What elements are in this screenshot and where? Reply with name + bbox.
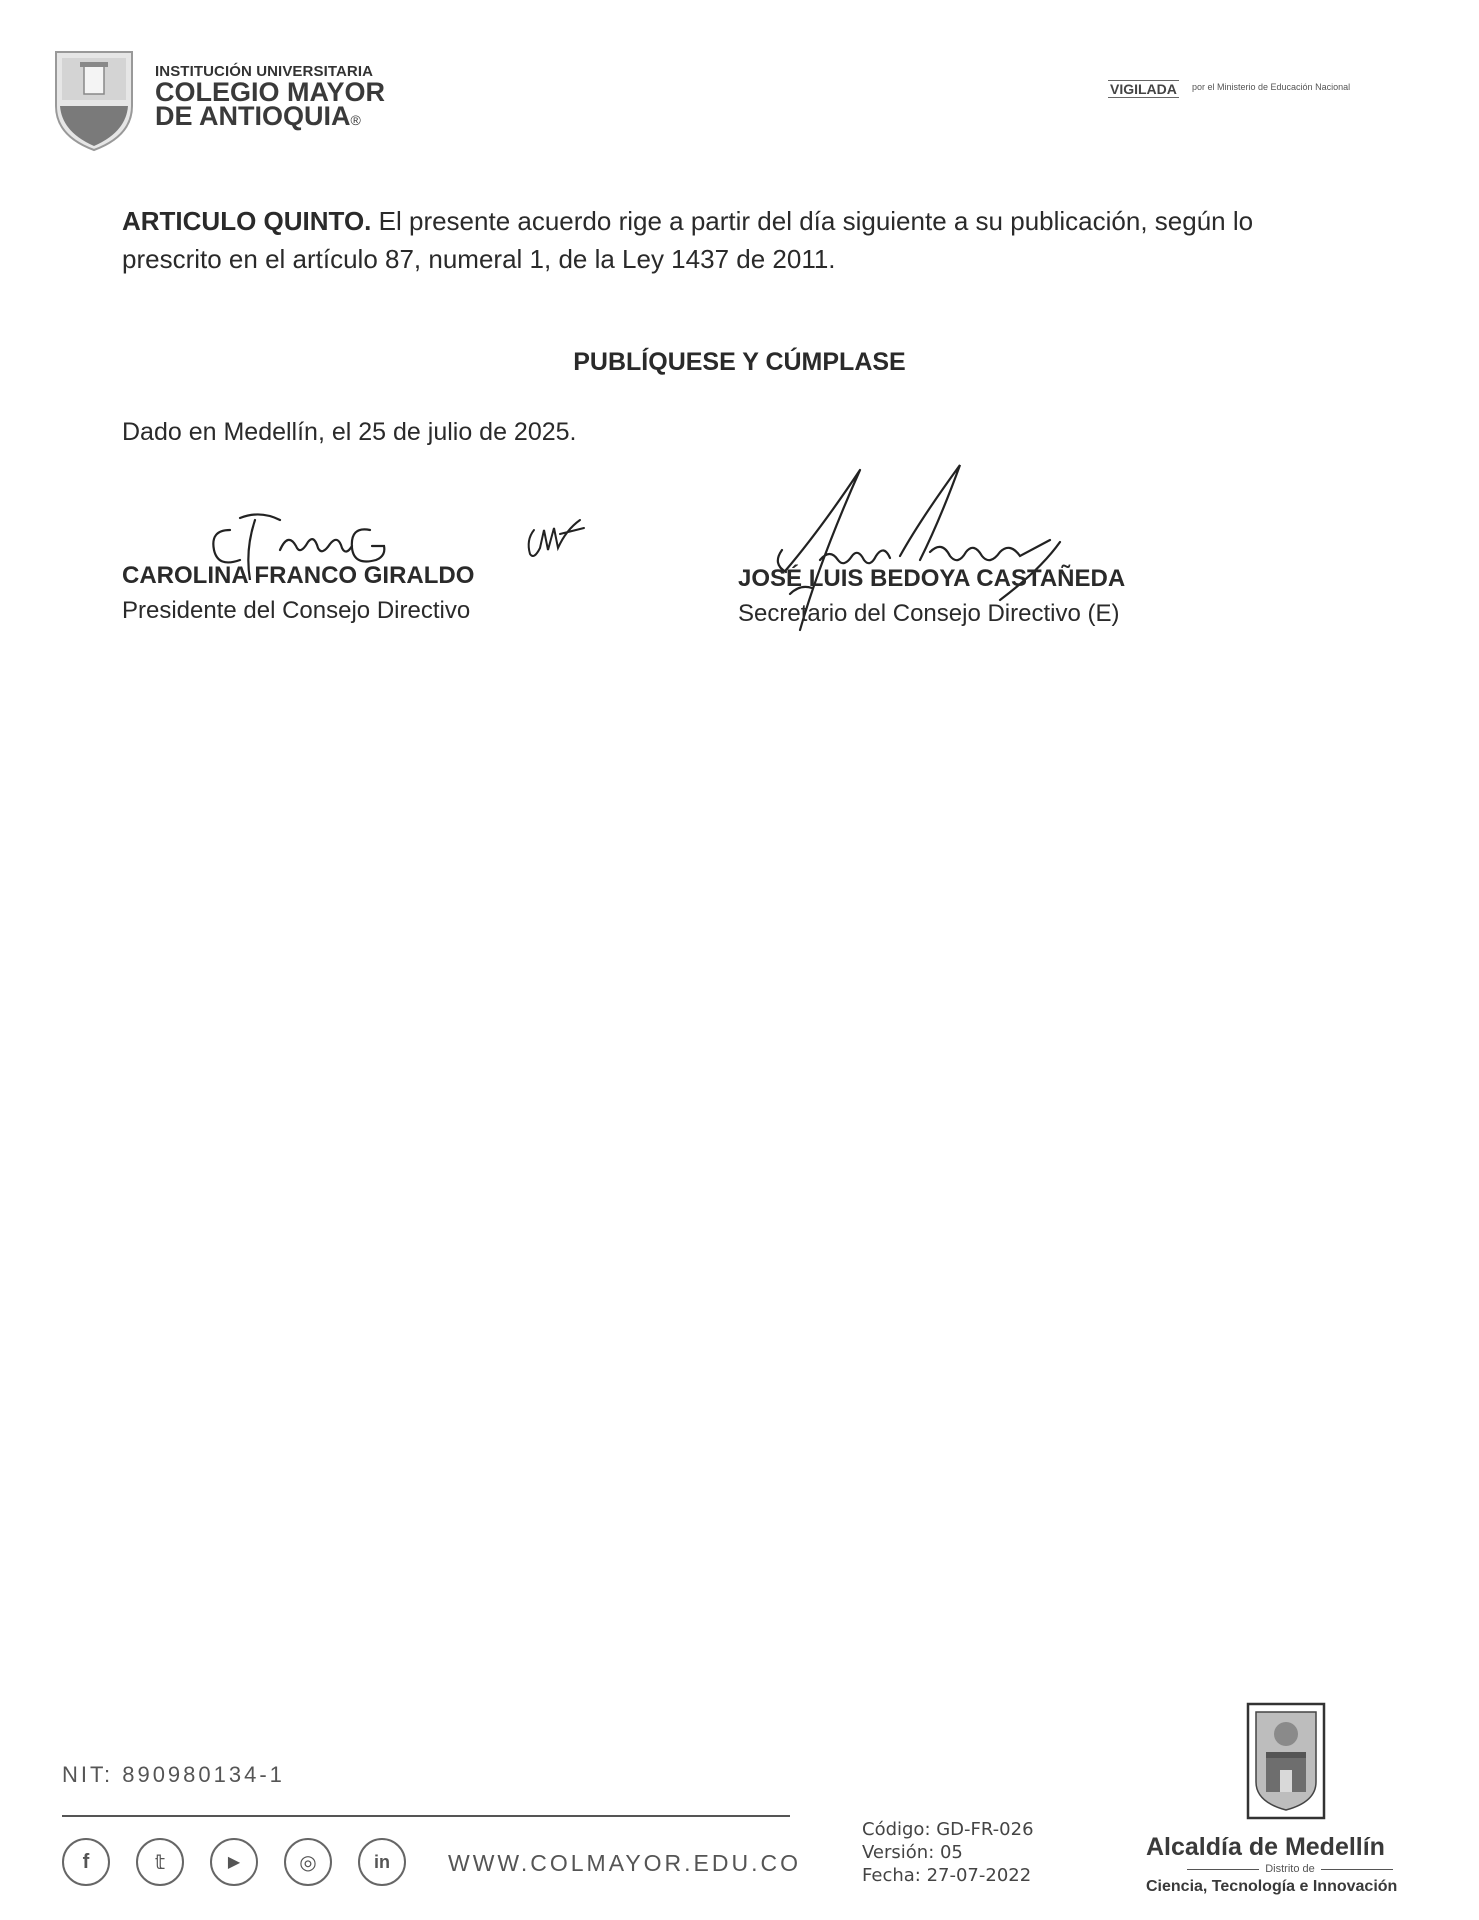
signatory-role-1: Presidente del Consejo Directivo [122,597,471,624]
document-code: Código: GD-FR-026 [862,1819,1034,1840]
nit-number: NIT: 890980134-1 [62,1762,285,1787]
vigilada-label: VIGILADA [1110,81,1177,97]
document-date: Fecha: 27-07-2022 [862,1865,1032,1886]
institution-name-line2 [155,101,361,132]
registered-mark: ® [350,112,361,128]
facebook-icon[interactable]: f [62,1838,110,1886]
alcaldia-tagline: Ciencia, Tecnología e Innovación [1146,1878,1398,1895]
institution-name-line1: COLEGIO MAYOR [155,77,386,107]
article-label: ARTICULO QUINTO. [122,206,372,236]
document-version: Versión: 05 [862,1842,963,1863]
institution-logo [52,48,136,152]
linkedin-icon[interactable]: in [358,1838,406,1886]
document-metadata [862,1818,1034,1887]
signatory-role-2: Secretario del Consejo Directivo (E) [738,600,1120,627]
institution-type: INSTITUCIÓN UNIVERSITARIA [155,63,374,80]
instagram-icon[interactable]: ◎ [284,1838,332,1886]
website-link[interactable]: WWW.COLMAYOR.EDU.CO [448,1850,802,1876]
article-text: El presente acuerdo rige a partir del día siguiente a su publicación, según lo prescrito en el artículo 87, numeral 1, de la Ley 1437 de 2011. [122,206,1254,274]
alcaldia-subtitle: Distrito de [1160,1863,1420,1875]
initials-mark [520,500,590,570]
signatory-name-1: CAROLINA FRANCO GIRALDO [122,562,475,589]
closing-heading: PUBLÍQUESE Y CÚMPLASE [573,348,906,376]
twitter-icon[interactable]: 𝕥 [136,1838,184,1886]
signatory-name-2: JOSÉ LUIS BEDOYA CASTAÑEDA [738,565,1126,592]
footer-divider [62,1815,790,1817]
article-paragraph [122,202,1342,278]
youtube-icon[interactable]: ▶ [210,1838,258,1886]
institution-name-text: DE ANTIOQUIA [155,101,351,131]
date-line: Dado en Medellín, el 25 de julio de 2025. [122,418,577,446]
alcaldia-crest-icon [1246,1702,1326,1820]
vigilada-subtitle: por el Ministerio de Educación Nacional [1192,82,1351,92]
alcaldia-title: Alcaldía de Medellín [1146,1833,1385,1861]
